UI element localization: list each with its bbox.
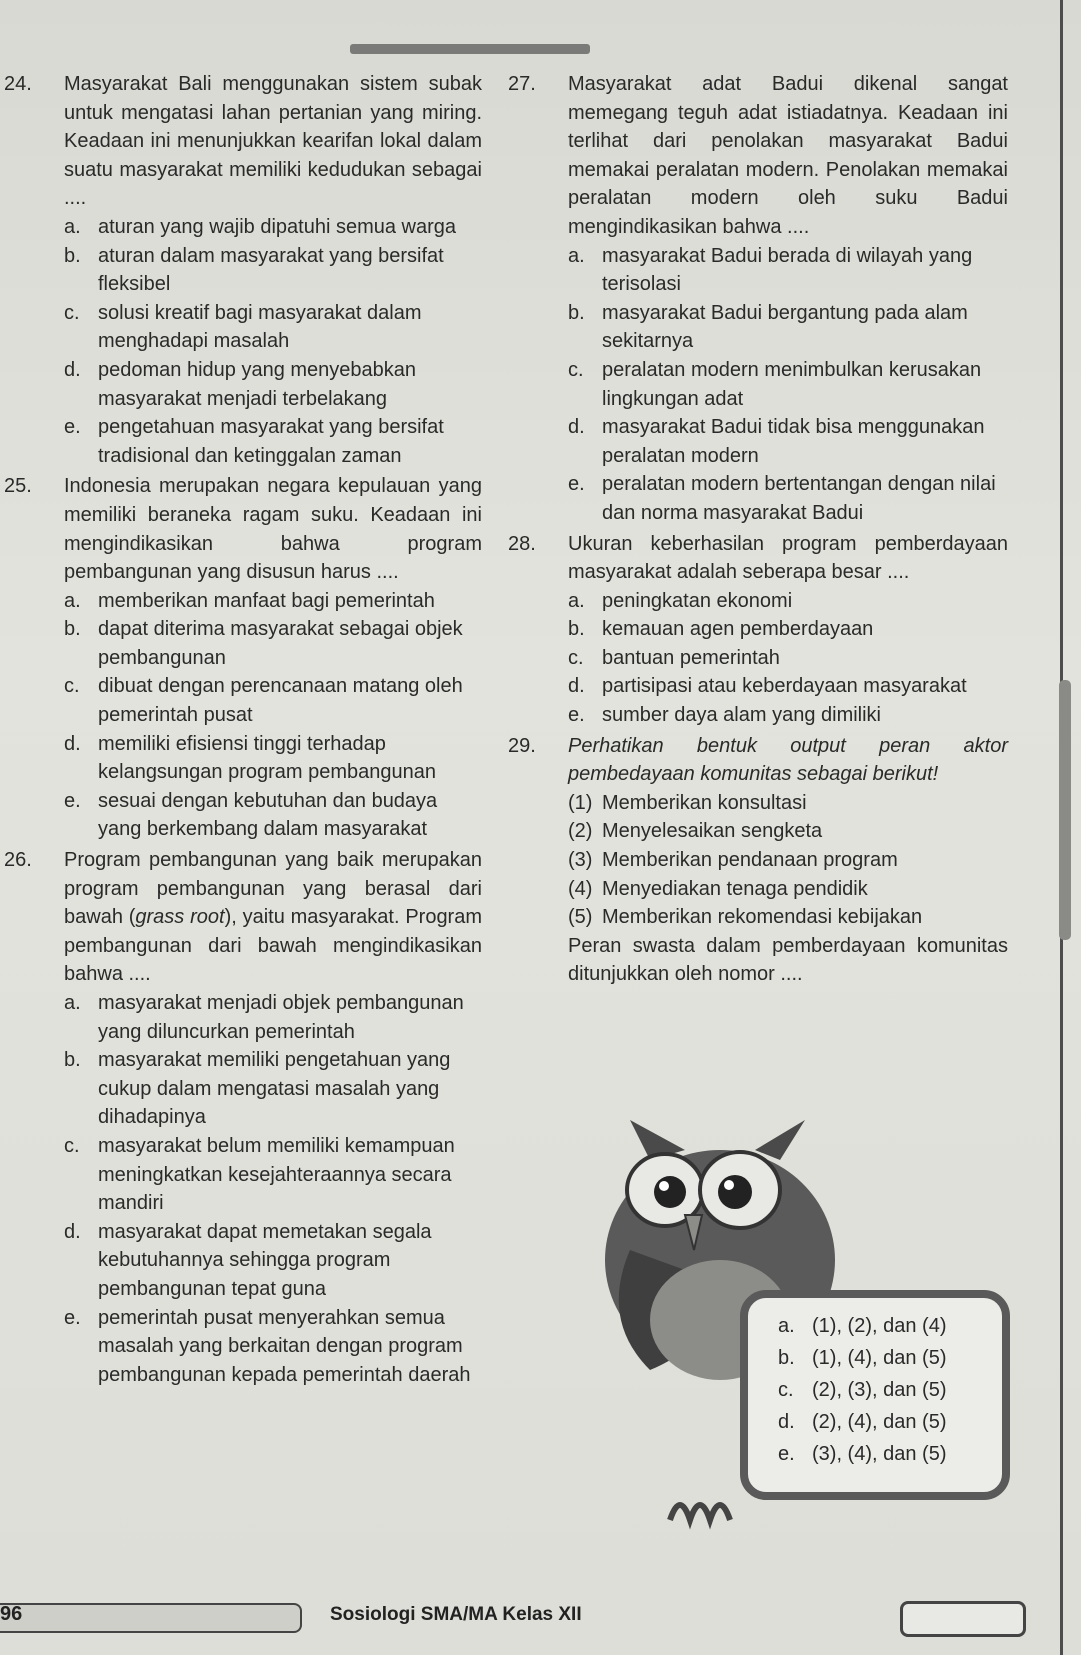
option-b: b. (1), (4), dan (5) [778, 1347, 947, 1369]
option-d: d. memiliki efisiensi tinggi terhadap kelangsungan program pembangunan [64, 732, 437, 784]
grass-root-term: grass root [135, 906, 225, 929]
list-item: (4) Menyediakan tenaga pendidik [568, 877, 868, 900]
question-number: 26. [4, 849, 32, 872]
option-b: b. masyarakat memiliki pengetahuan yang cukup dalam mengatasi masalah yang dihadapinya [64, 1049, 451, 1129]
list-item: (5) Memberikan rekomendasi kebijakan [568, 906, 923, 929]
list-item: (2) Menyelesaikan sengketa [568, 820, 823, 843]
question-25 [4, 472, 482, 844]
list-item: (1) Memberikan konsultasi [568, 791, 807, 814]
question-number: 28. [508, 532, 536, 555]
option-c: c. masyarakat belum memiliki kemampuan meningkatkan kesejahteraannya secara mandiri [64, 1134, 455, 1215]
question-stem: Masyarakat adat Badui dikenal sangat memegang teguh adat istiadatnya. Keadaan ini terlihat dari penolakan masyarakat Badui memakai peralatan modern. Penolakan memakai peralatan modern oleh suku Badui mengindikasikan bahwa .... [568, 73, 1008, 238]
list-item: (3) Memberikan pendanaan program [568, 849, 898, 872]
footer-ornament [900, 1601, 1026, 1637]
question-stem: Ukuran keberhasilan program pemberdayaan masyarakat adalah seberapa besar .... [568, 532, 1008, 584]
option-c: c. solusi kreatif bagi masyarakat dalam menghadapi masalah [64, 301, 422, 353]
option-b: b. dapat diterima masyarakat sebagai objek pembangunan [64, 618, 463, 669]
page-footer [0, 1595, 1081, 1635]
right-column [508, 70, 1008, 991]
top-ornament [350, 44, 590, 54]
option-e: e. sesuai dengan kebutuhan dan budaya yang berkembang dalam masyarakat [64, 789, 438, 841]
option-d: d. pedoman hidup yang menyebabkan masyarakat menjadi terbelakang [64, 358, 417, 410]
option-d: d. masyarakat dapat memetakan segala kebutuhannya sehingga program pembangunan tepat guna [64, 1220, 432, 1300]
option-b: b. aturan dalam masyarakat yang bersifat fleksibel [64, 244, 444, 296]
option-e: e. pengetahuan masyarakat yang bersifat tradisional dan ketinggalan zaman [64, 416, 444, 467]
option-a: a. memberikan manfaat bagi pemerintah [64, 589, 435, 612]
question-number: 24. [4, 73, 32, 95]
option-c: c. dibuat dengan perencanaan matang oleh pemerintah pusat [64, 675, 463, 727]
option-d: d. (2), (4), dan (5) [778, 1411, 947, 1433]
question-number: 25. [4, 475, 32, 498]
left-column [4, 70, 482, 1391]
right-page-tab [1059, 680, 1071, 940]
option-a: a. masyarakat Badui berada di wilayah yang terisolasi [568, 244, 973, 296]
option-c: c. bantuan pemerintah [568, 646, 780, 669]
question-28 [508, 530, 1008, 730]
option-d: d. partisipasi atau keberdayaan masyarakat [568, 675, 967, 698]
option-a: a. aturan yang wajib dipatuhi semua warga [64, 215, 456, 238]
answer-options-board [740, 1290, 1010, 1500]
option-a: a. peningkatan ekonomi [568, 589, 793, 612]
question-stem: Masyarakat Bali menggunakan sistem subak untuk mengatasi lahan pertanian yang miring. Keadaan ini menunjukkan kearifan lokal dalam suatu masyarakat memiliki kedudukan sebagai .... [64, 73, 482, 210]
option-e: e. pemerintah pusat menyerahkan semua masalah yang berkaitan dengan program pembangunan kepada pemerintah daerah [64, 1306, 471, 1386]
option-c: c. peralatan modern menimbulkan kerusakan lingkungan adat [568, 358, 982, 410]
question-number: 29. [508, 734, 536, 757]
option-b: b. masyarakat Badui bergantung pada alam sekitarnya [568, 301, 968, 353]
option-e: e. sumber daya alam yang dimiliki [568, 704, 882, 727]
option-d: d. masyarakat Badui tidak bisa menggunakan peralatan modern [568, 416, 985, 467]
option-a: a. masyarakat menjadi objek pembangunan yang diluncurkan pemerintah [64, 992, 464, 1043]
question-number: 27. [508, 73, 536, 95]
question-stem: Indonesia merupakan negara kepulauan yang memiliki beraneka ragam suku. Keadaan ini mengindikasikan bahwa program pembangunan yang disusun harus .... [64, 475, 482, 584]
option-e: e. (3), (4), dan (5) [778, 1443, 947, 1465]
question-26 [4, 846, 482, 1389]
question-29 [508, 732, 1008, 989]
question-24 [4, 70, 482, 470]
question-stem: Program pembangunan yang baik merupakan program pembangunan yang berasal dari bawah (grass root), yaitu masyarakat. Program pembangunan dari bawah mengindikasikan bahwa .... [64, 849, 483, 986]
question-27 [508, 70, 1008, 528]
book-title: Sosiologi SMA/MA Kelas XII [330, 1604, 582, 1625]
option-e: e. peralatan modern bertentangan dengan nilai dan norma masyarakat Badui [568, 473, 996, 524]
question-stem: Perhatikan bentuk output peran aktor pembedayaan komunitas sebagai berikut! [568, 734, 1008, 786]
option-a: a. (1), (2), dan (4) [778, 1315, 947, 1337]
option-b: b. kemauan agen pemberdayaan [568, 618, 874, 641]
footer-bar [0, 1603, 302, 1633]
option-c: c. (2), (3), dan (5) [778, 1379, 947, 1401]
question-prompt: Peran swasta dalam pemberdayaan komunitas ditunjukkan oleh nomor .... [568, 934, 1008, 986]
page-number: 96 [0, 1603, 23, 1625]
